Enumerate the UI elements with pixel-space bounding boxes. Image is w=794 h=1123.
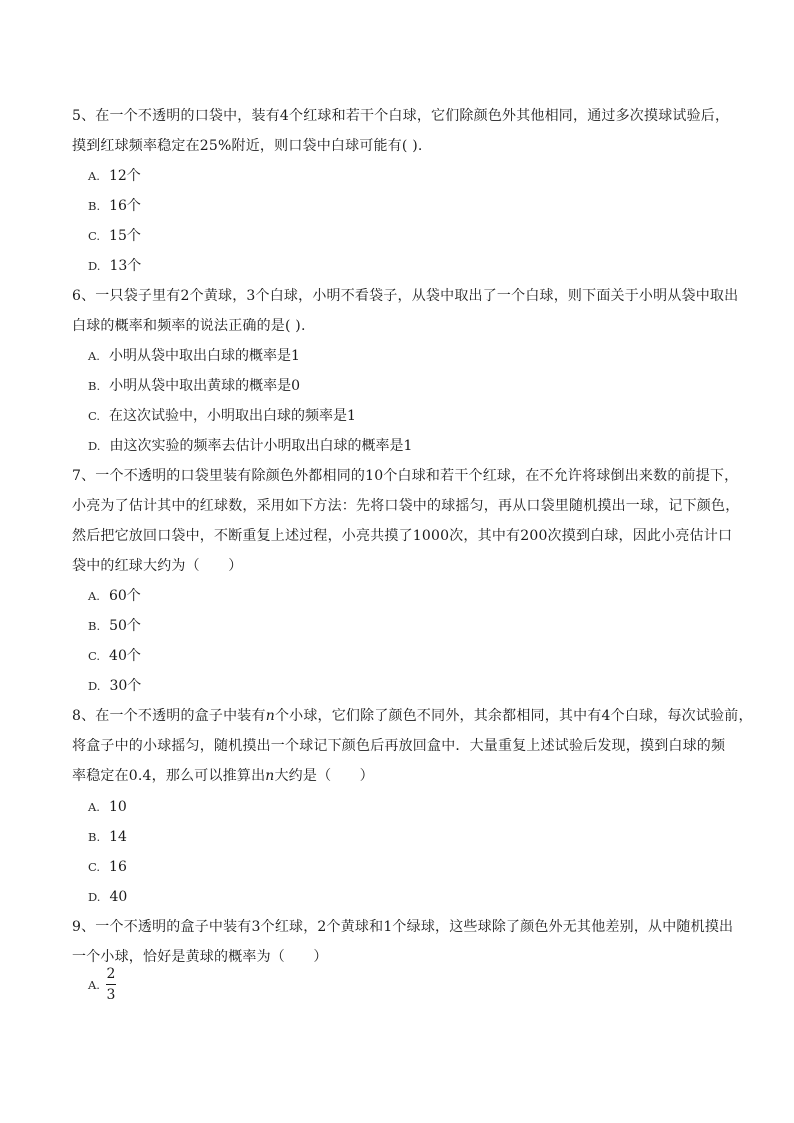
option-label: D. (88, 439, 101, 453)
q5-option-c (88, 226, 141, 246)
q6-line-2: 白球的概率和频率的说法正确的是( ). (72, 318, 306, 334)
math-variable-n: n (265, 708, 275, 724)
option-label: A. (88, 589, 100, 603)
q8-line-3: 率稳定在0.4，那么可以推算出n大约是（ ） (72, 768, 374, 784)
option-text: 50个 (109, 618, 141, 634)
option-text: 40 (109, 889, 128, 905)
option-label: D. (88, 890, 101, 904)
option-text: 由这次实验的频率去估计小明取出白球的概率是1 (109, 438, 413, 454)
option-text: 15个 (109, 228, 141, 244)
q9-line-1: 9、一个不透明的盒子中装有3个红球，2个黄球和1个绿球，这些球除了颜色外无其他差别，从中随机摸出 (72, 919, 734, 935)
option-text: 40个 (109, 648, 141, 664)
option-text: 小明从袋中取出白球的概率是1 (108, 348, 300, 364)
option-label: B. (88, 379, 101, 393)
option-label: C. (88, 229, 101, 243)
option-text: 12个 (108, 168, 141, 184)
option-text: 小明从袋中取出黄球的概率是0 (109, 378, 301, 394)
q7-option-a (88, 586, 141, 606)
option-label: C. (88, 860, 101, 874)
q8-line-2: 将盒子中的小球摇匀，随机摸出一个球记下颜色后再放回盒中．大量重复上述试验后发现，摸到白球的频 (72, 738, 726, 754)
option-label: A. (88, 800, 100, 814)
q5-line-1: 5、在一个不透明的口袋中，装有4个红球和若干个白球，它们除颜色外其他相同，通过多次摸球试验后， (72, 108, 730, 124)
option-label: C. (88, 649, 101, 663)
q7-line-1: 7、一个不透明的口袋里装有除颜色外都相同的10个白球和若干个红球，在不允许将球倒出来数的前提下， (72, 468, 739, 484)
q7-option-c (88, 646, 141, 666)
q8-option-a (88, 797, 127, 817)
option-label: D. (88, 679, 101, 693)
option-text: 在这次试验中，小明取出白球的频率是1 (109, 408, 356, 424)
option-text: 16 (109, 859, 127, 875)
q6-option-b (88, 376, 300, 396)
q8-option-c (88, 857, 127, 877)
q8-option-d (88, 887, 127, 907)
q6-option-a (88, 346, 300, 366)
option-text: 13个 (109, 258, 142, 274)
option-label: B. (88, 830, 101, 844)
q7-line-2: 小亮为了估计其中的红球数，采用如下方法：先将口袋中的球摇匀，再从口袋里随机摸出一球，记下颜色， (72, 498, 740, 514)
option-label: A. (88, 349, 100, 363)
option-label: B. (88, 199, 101, 213)
q6-line-1: 6、一只袋子里有2个黄球，3个白球，小明不看袋子，从袋中取出了一个白球，则下面关于小明从袋中取出 (72, 288, 739, 304)
option-label: D. (88, 259, 101, 273)
option-label: A. (88, 978, 100, 992)
option-text: 14 (109, 829, 127, 845)
fraction-bar (106, 984, 116, 985)
q5-option-a (88, 166, 141, 186)
option-text: 10 (108, 799, 127, 815)
q7-line-4: 袋中的红球大约为（ ） (72, 558, 243, 574)
q7-option-d (88, 676, 141, 696)
option-label: C. (88, 409, 101, 423)
q5-option-b (88, 196, 141, 216)
q7-line-3: 然后把它放回口袋中，不断重复上述过程，小亮共摸了1000次，其中有200次摸到白球，因此小亮估计口 (72, 528, 733, 544)
q5-option-d (88, 256, 141, 276)
q6-option-c (88, 406, 356, 426)
option-text: 30个 (109, 678, 142, 694)
option-text: 60个 (108, 588, 141, 604)
q6-option-d (88, 436, 412, 456)
fraction (106, 966, 116, 1003)
math-variable-n: n (265, 768, 275, 784)
q9-line-2: 一个小球，恰好是黄球的概率为（ ） (72, 949, 328, 965)
q7-option-b (88, 616, 141, 636)
fraction-numerator: 2 (106, 966, 116, 982)
fraction-denominator: 3 (106, 987, 116, 1003)
option-label: A. (88, 169, 100, 183)
option-label: B. (88, 619, 101, 633)
q8-option-b (88, 827, 127, 847)
option-text: 16个 (109, 198, 141, 214)
q5-line-2: 摸到红球频率稳定在25%附近，则口袋中白球可能有( ). (72, 138, 423, 154)
q8-line-1: 8、在一个不透明的盒子中装有n个小球，它们除了颜色不同外，其余都相同，其中有4个白球，每次试验前， (72, 708, 753, 724)
